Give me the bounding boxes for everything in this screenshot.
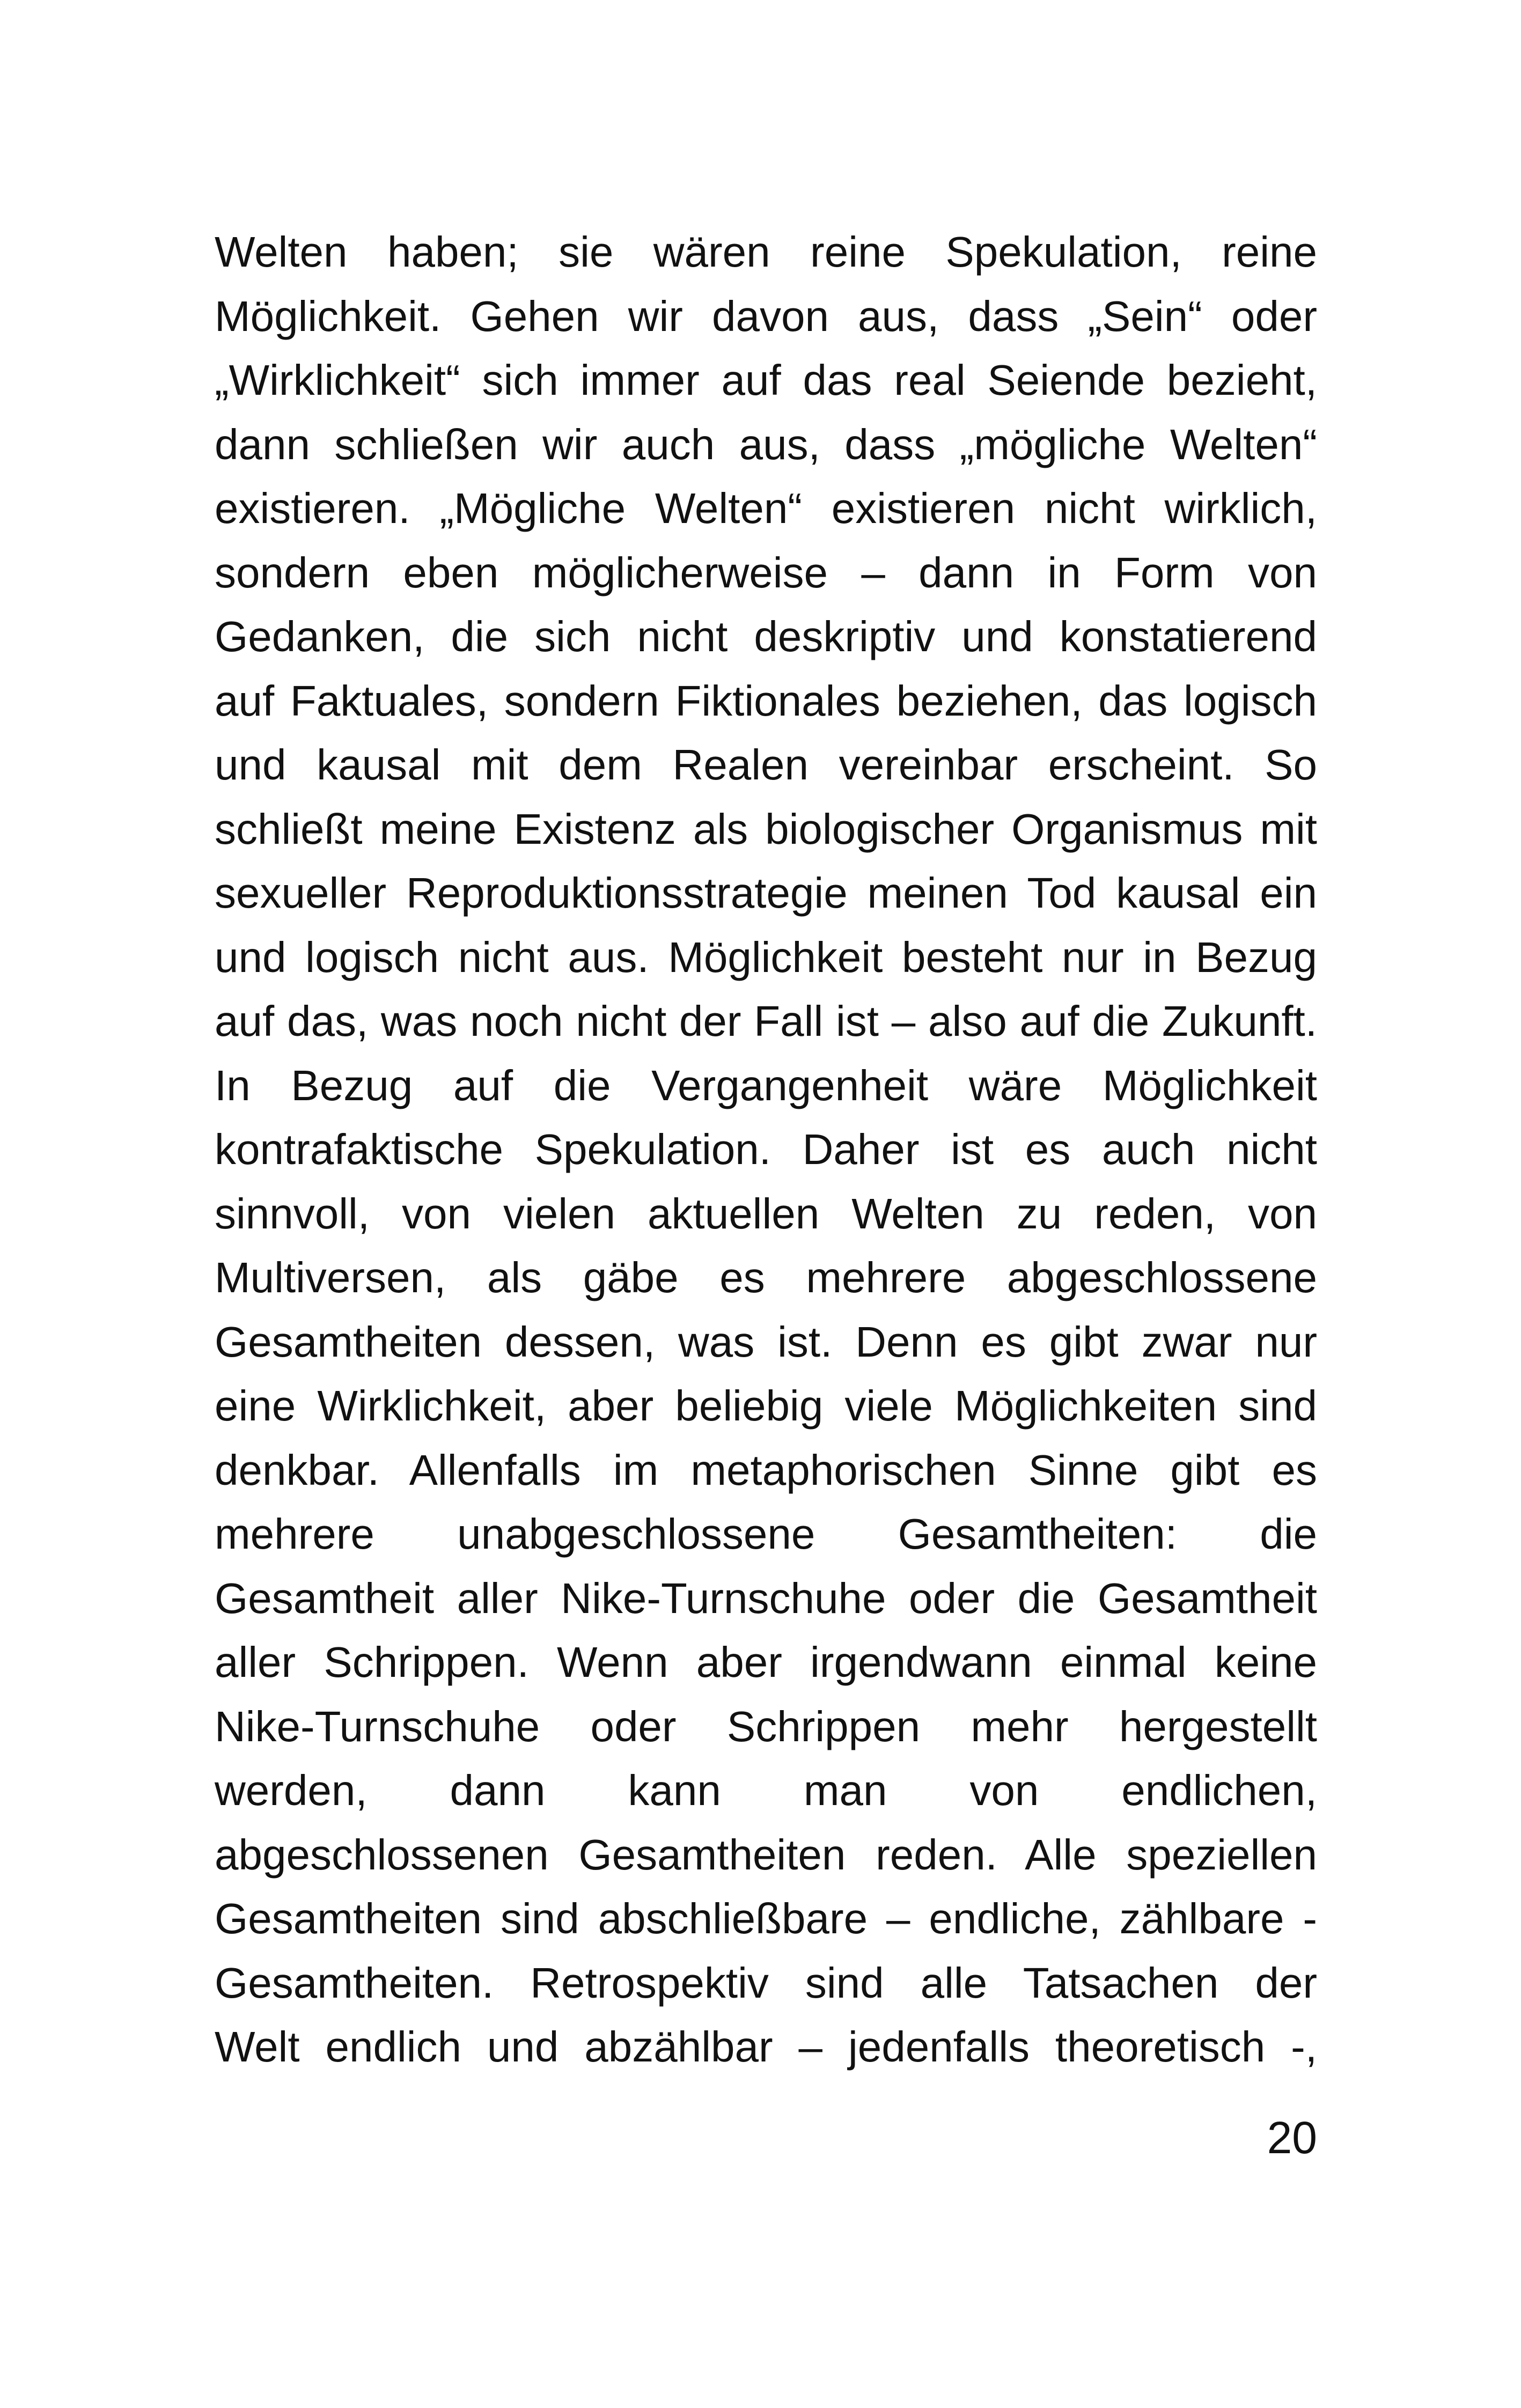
text-line: In Bezug auf die Vergangenheit wäre Möglichkeit xyxy=(215,1061,1317,1109)
text-line: sinnvoll, von vielen aktuellen Welten zu reden, von xyxy=(215,1189,1317,1238)
text-line: und kausal mit dem Realen vereinbar erscheint. So xyxy=(215,741,1317,789)
text-line: und logisch nicht aus. Möglichkeit besteht nur in Bezug xyxy=(215,933,1317,981)
text-line: mehrere unabgeschlossene Gesamtheiten: die xyxy=(215,1510,1317,1558)
text-line: Gesamtheiten dessen, was ist. Denn es gibt zwar nur xyxy=(215,1317,1317,1366)
text-line: dann schließen wir auch aus, dass „mögliche Welten“ xyxy=(215,420,1317,468)
text-line: existieren. „Mögliche Welten“ existieren nicht wirklich, xyxy=(215,484,1317,532)
text-line: Gesamtheiten sind abschließbare – endliche, zählbare - xyxy=(215,1895,1317,1942)
text-line: Nike-Turnschuhe oder Schrippen mehr hergestellt xyxy=(215,1702,1317,1750)
text-line: denkbar. Allenfalls im metaphorischen Sinne gibt es xyxy=(215,1446,1317,1494)
text-line: abgeschlossenen Gesamtheiten reden. Alle speziellen xyxy=(215,1830,1317,1879)
text-line: auf das, was noch nicht der Fall ist – also auf die Zukunft. xyxy=(215,997,1317,1045)
text-line: schließt meine Existenz als biologischer Organismus mit xyxy=(215,805,1317,853)
text-line: werden, dann kann man von endlichen, xyxy=(215,1766,1317,1814)
text-line: Gedanken, die sich nicht deskriptiv und konstatierend xyxy=(215,613,1317,660)
text-line: Gesamtheiten. Retrospektiv sind alle Tatsachen der xyxy=(215,1958,1317,2007)
text-line: kontrafaktische Spekulation. Daher ist es auch nicht xyxy=(215,1125,1317,1173)
text-line: eine Wirklichkeit, aber beliebig viele Möglichkeiten sind xyxy=(215,1382,1317,1430)
body-text xyxy=(215,220,1317,2079)
text-line: auf Faktuales, sondern Fiktionales beziehen, das logisch xyxy=(215,676,1317,725)
text-line: Welten haben; sie wären reine Spekulation, reine xyxy=(215,228,1317,276)
text-line: „Wirklichkeit“ sich immer auf das real Seiende bezieht, xyxy=(215,356,1317,404)
text-line: Multiversen, als gäbe es mehrere abgeschlossene xyxy=(215,1254,1317,1301)
text-line: Gesamtheit aller Nike-Turnschuhe oder die Gesamtheit xyxy=(215,1574,1317,1622)
page-number: 20 xyxy=(1267,2112,1317,2163)
text-line: Möglichkeit. Gehen wir davon aus, dass „Sein“ oder xyxy=(215,292,1317,340)
text-line: Welt endlich und abzählbar – jedenfalls theoretisch -, xyxy=(215,2023,1317,2071)
text-line: sexueller Reproduktionsstrategie meinen Tod kausal ein xyxy=(215,869,1317,917)
text-line: aller Schrippen. Wenn aber irgendwann einmal keine xyxy=(215,1638,1317,1686)
text-line: sondern eben möglicherweise – dann in Form von xyxy=(215,548,1317,597)
